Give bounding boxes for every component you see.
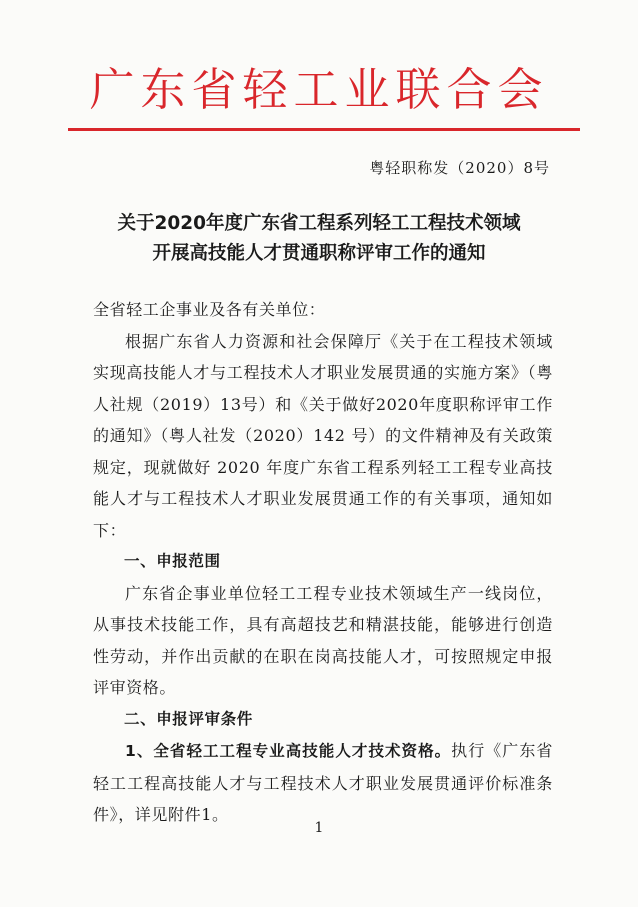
item-1-text: 执行《广东省轻工工程高技能人才与工程技术人才职业发展贯通评价标准条件》，详见附件1。 [93, 741, 553, 824]
item-1-paragraph [93, 735, 553, 831]
letterhead-organization: 广东省轻工业联合会 [89, 63, 549, 116]
section-1-paragraph: 广东省企事业单位轻工工程专业技术领域生产一线岗位，从事技术技能工作，具有高超技艺和精湛技能，能够进行创造性劳动，并作出贡献的在职在岗高技能人才，可按照规定申报评审资格。 [93, 583, 553, 697]
section-2-heading: 二、申报评审条件 [124, 709, 253, 728]
document-number: 粤轻职称发（2020）8号 [369, 159, 550, 177]
notice-title-line-1: 关于2020年度广东省工程系列轻工工程技术领域 [117, 213, 521, 234]
intro-paragraph: 根据广东省人力资源和社会保障厅《关于在工程技术领域实现高技能人才与工程技术人才职业发展贯通的实施方案》（粤人社规（2019）13号）和《关于做好2020年度职称评审工作的通知》（粤人社发（2020）142 号）的文件精神及有关政策规定，现就做好 2020 年度广东省工程系列轻工工程专业高技能人才与工程技术人才职业发展贯通工作的有关事项，通知如下： [93, 331, 553, 540]
letterhead-red-rule [68, 128, 580, 131]
salutation: 全省轻工企事业及各有关单位： [93, 300, 326, 319]
item-1-lead: 1、全省轻工工程专业高技能人才技术资格。 [125, 742, 452, 760]
section-1-heading: 一、申报范围 [124, 552, 221, 570]
notice-body [93, 294, 553, 831]
notice-title [0, 209, 638, 269]
notice-title-line-2: 开展高技能人才贯通职称评审工作的通知 [152, 243, 486, 264]
page-number: 1 [314, 820, 324, 836]
